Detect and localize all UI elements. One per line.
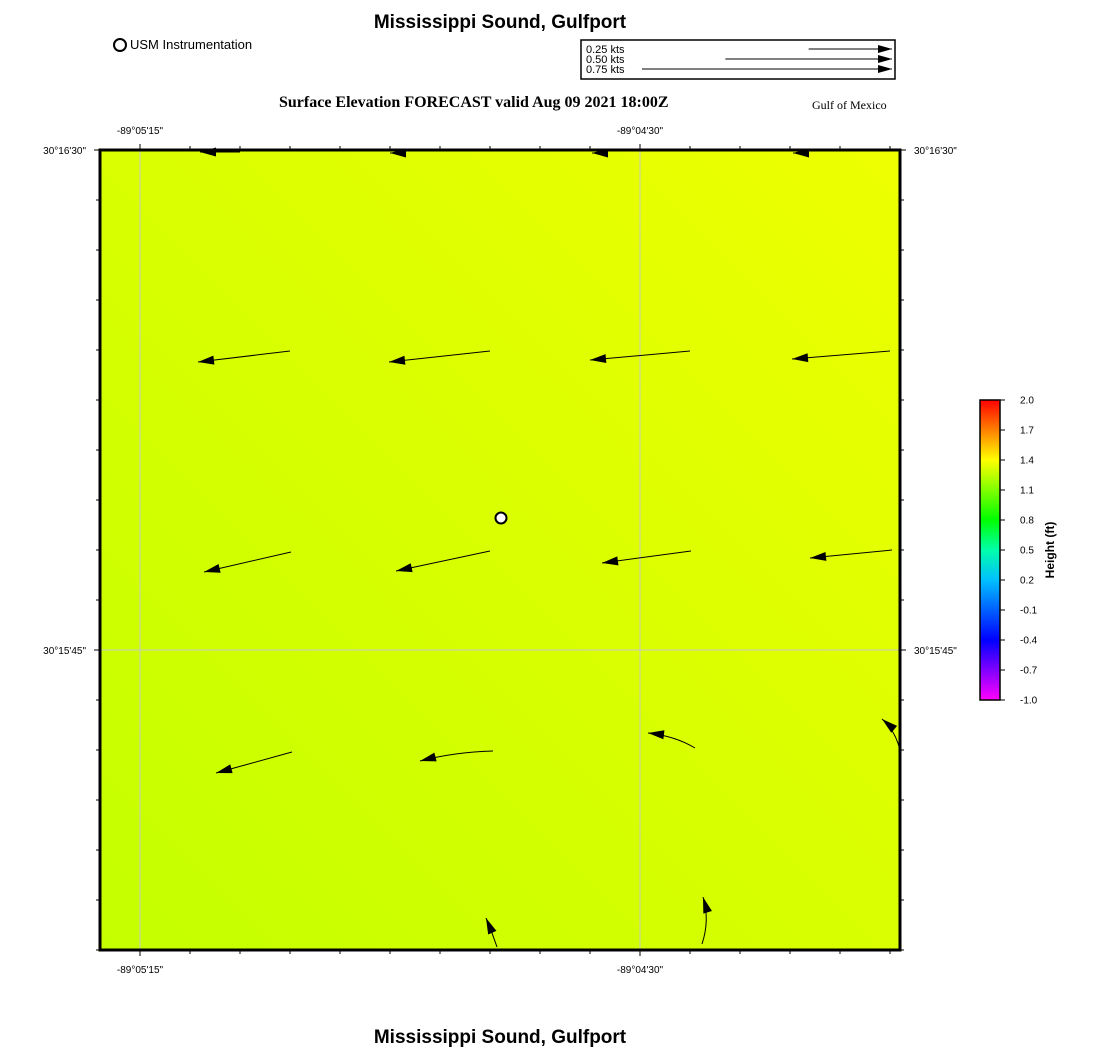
colorbar-tick-label: 1.1 xyxy=(1020,485,1034,497)
region-label: Gulf of Mexico xyxy=(812,98,887,112)
colorbar-tick-label: 2.0 xyxy=(1020,395,1034,407)
colorbar-tick-label: 0.5 xyxy=(1020,545,1034,557)
bottom-lon-label-2: -89°04'30" xyxy=(616,965,664,976)
top-lon-label-2: -89°04'30" xyxy=(616,126,664,137)
usm-station-marker[interactable] xyxy=(496,513,507,524)
left-lat-label-2: 30°15'45" xyxy=(43,646,86,657)
footer-title: Mississippi Sound, Gulfport xyxy=(373,1027,627,1048)
colorbar-tick-label: 1.4 xyxy=(1020,455,1034,467)
colorbar-tick-label: 0.2 xyxy=(1020,575,1034,587)
speed-legend-label-2: 0.50 kts xyxy=(586,54,625,66)
right-lat-label-2: 30°15'45" xyxy=(914,646,957,657)
colorbar-tick-label: -1.0 xyxy=(1020,695,1038,707)
colorbar-tick-label: -0.1 xyxy=(1020,605,1038,617)
bottom-lon-label-1: -89°05'15" xyxy=(116,965,164,976)
colorbar-label: Height (ft) xyxy=(1043,521,1057,579)
speed-legend-label-1: 0.25 kts xyxy=(586,44,625,56)
top-lon-label-1: -89°05'15" xyxy=(116,126,164,137)
speed-legend-label-3: 0.75 kts xyxy=(586,64,625,76)
colorbar-tick-label: -0.7 xyxy=(1020,665,1038,677)
elevation-field xyxy=(100,150,900,950)
map-title: Mississippi Sound, Gulfport xyxy=(373,12,627,33)
station-legend-label: USM Instrumentation xyxy=(130,37,253,52)
forecast-subtitle: Surface Elevation FORECAST valid Aug 09 2021 18:00Z xyxy=(279,94,669,111)
colorbar-tick-label: 0.8 xyxy=(1020,515,1034,527)
left-lat-label-1: 30°16'30" xyxy=(43,146,86,157)
colorbar-ramp xyxy=(980,400,1000,700)
colorbar-tick-label: -0.4 xyxy=(1020,635,1038,647)
colorbar xyxy=(980,396,1057,707)
colorbar-tick-label: 1.7 xyxy=(1020,425,1034,437)
right-lat-label-1: 30°16'30" xyxy=(914,146,957,157)
